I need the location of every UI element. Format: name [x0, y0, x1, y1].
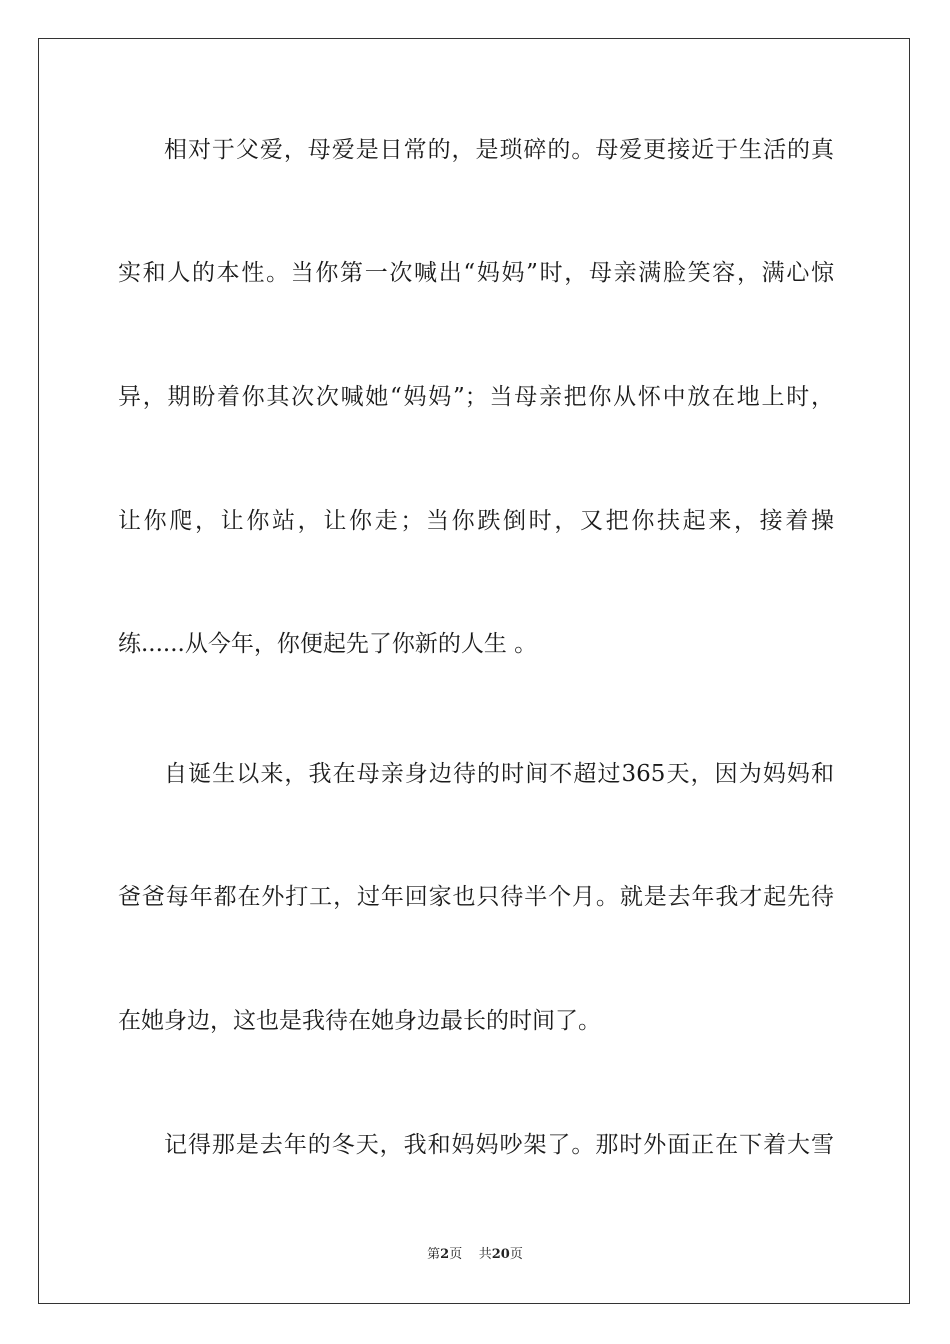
paragraph-1-line-3: 异，期盼着你其次次喊她“妈妈”；当母亲把你从怀中放在地上时， — [118, 384, 834, 410]
page-footer — [0, 1246, 950, 1264]
page-label-prefix: 第 — [427, 1247, 441, 1262]
paragraph-1-line-4: 让你爬，让你站，让你走；当你跌倒时，又把你扶起来，接着操 — [118, 508, 834, 534]
paragraph-1-line-5: 练......从今年，你便起先了你新的人生 。 — [118, 631, 538, 657]
total-label-suffix: 页 — [509, 1247, 523, 1262]
paragraph-3-line-1: 记得那是去年的冬天，我和妈妈吵架了。那时外面正在下着大雪 — [164, 1132, 834, 1158]
total-label-prefix: 共 — [478, 1247, 492, 1262]
page-label-suffix: 页 — [449, 1247, 463, 1262]
paragraph-2-line-3: 在她身边，这也是我待在她身边最长的时间了。 — [118, 1008, 601, 1034]
paragraph-1-line-2: 实和人的本性。当你第一次喊出“妈妈”时，母亲满脸笑容，满心惊 — [118, 260, 834, 286]
page-number: 2 — [440, 1247, 450, 1262]
paragraph-1-line-1: 相对于父爱，母爱是日常的，是琐碎的。母爱更接近于生活的真 — [164, 137, 834, 163]
paragraph-2-line-1: 自诞生以来，我在母亲身边待的时间不超过365天，因为妈妈和 — [164, 761, 834, 787]
total-pages: 20 — [491, 1247, 510, 1262]
paragraph-2-line-2: 爸爸每年都在外打工，过年回家也只待半个月。就是去年我才起先待 — [118, 884, 834, 910]
page-border — [38, 38, 910, 1304]
